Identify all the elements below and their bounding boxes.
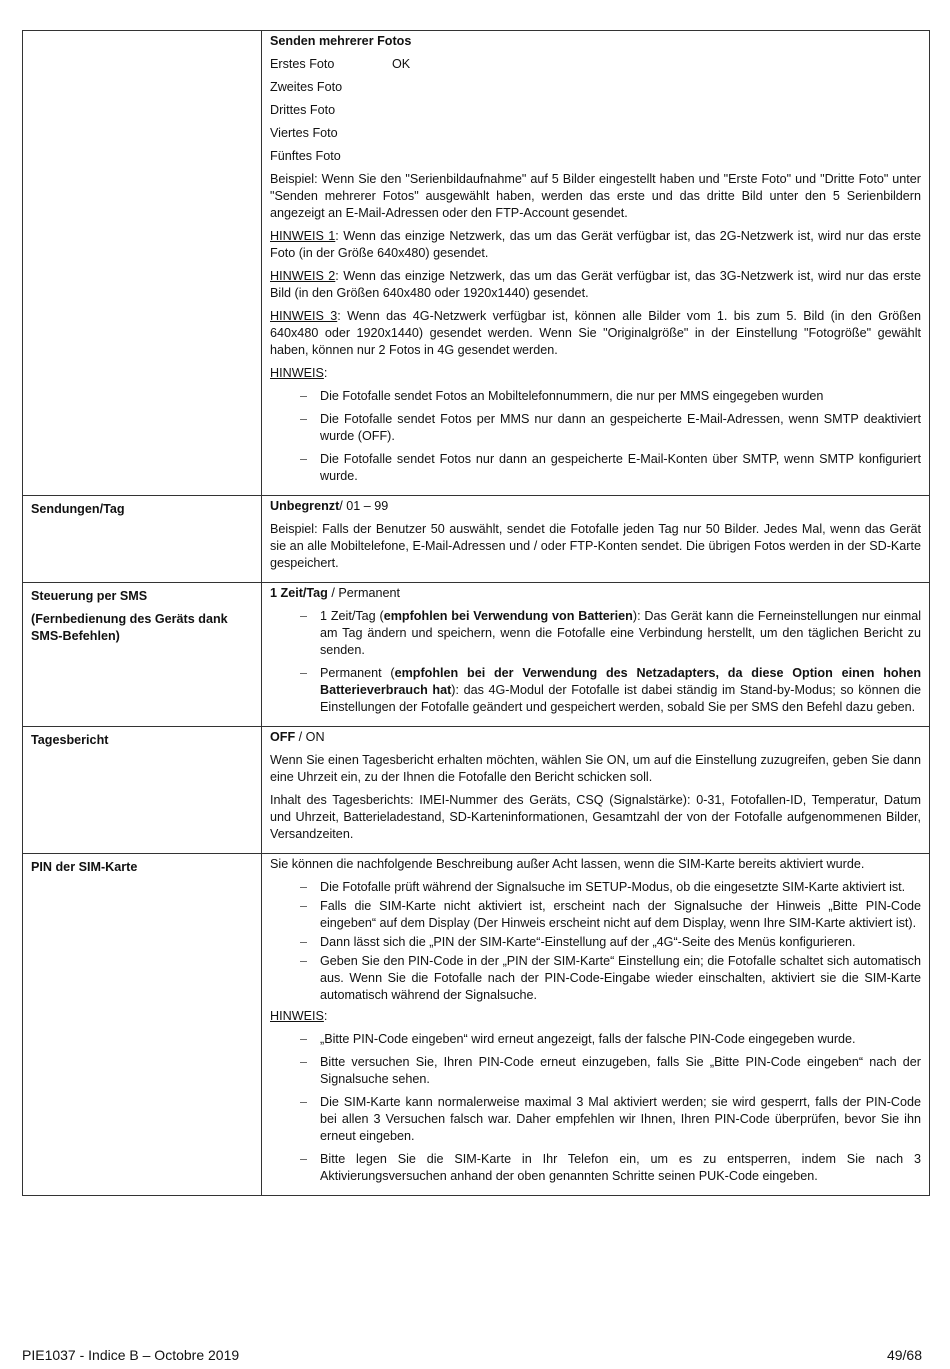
option-rest: / 01 – 99: [339, 499, 389, 513]
list-item: – Die Fotofalle sendet Fotos an Mobiltelefonnummern, die nur per MMS eingegeben wurden: [320, 388, 921, 405]
list-item: – Falls die SIM-Karte nicht aktiviert ist, erscheint nach der Signalsuche der Hinweis „Bitte PIN-Code eingeben“ auf dem Display (Der Hinweis erscheint nicht auf dem Display, wenn Ihre SIM-Karte aktiviert ist).: [320, 898, 921, 932]
row-content-pin: [262, 854, 930, 1196]
tagesbericht-text-2: Inhalt des Tagesberichts: IMEI-Nummer des Geräts, CSQ (Signalstärke): 0-31, Fotofallen-ID, Temperatur, Datum und Uhrzeit, Batterieladestand, SD-Karteninformationen, Gesamtzahl der von der Fotofalle aufgenommenen Bilder, Versandzeiten.: [270, 793, 921, 841]
note-text: : Wenn das 4G-Netzwerk verfügbar ist, können alle Bilder vom 1. bis zum 5. Bild (in den Größen 640x480 oder 1920x1440) gesendet werden. Wenn Sie "Originalgröße" in der Einstellung "Fotogröße" gewählt haben, können nur 2 Fotos in 4G gesendet werden.: [270, 309, 921, 357]
option-default: Unbegrenzt: [270, 499, 340, 513]
note-label: HINWEIS 2: [270, 269, 336, 283]
row-label-fotos: [23, 31, 262, 496]
option-rest: / Permanent: [327, 586, 400, 600]
bullet-pre: Permanent (: [320, 666, 395, 680]
hinweis-colon: :: [323, 366, 328, 380]
hinweis-label: HINWEIS: [270, 1009, 324, 1023]
bullet-bold: empfohlen bei Verwendung von Batterien: [383, 609, 633, 623]
fotos-hinweis: [270, 365, 921, 382]
row-content-fotos: [262, 31, 930, 496]
photo-option-name: Erstes Foto: [270, 57, 335, 71]
tagesbericht-options: [270, 729, 921, 746]
list-item: [320, 665, 921, 716]
row-label-tagesbericht: Tagesbericht: [23, 727, 262, 854]
pin-steps: [270, 879, 921, 1004]
table-row-sendungen: [23, 496, 930, 583]
list-item: – Die Fotofalle sendet Fotos nur dann an gespeicherte E-Mail-Konten über SMTP, wenn SMTP konfiguriert wurde.: [320, 451, 921, 485]
sendungen-text: Beispiel: Falls der Benutzer 50 auswählt, sendet die Fotofalle jeden Tag nur 50 Bilder. Jedes Mal, wenn das Gerät sie an alle Mobiltelefone, E-Mail-Adressen und / oder FTP-Konten sendet. Die übrigen Fotos werden in der SD-Karte gespeichert.: [270, 522, 921, 570]
photo-option-name: Viertes Foto: [270, 126, 338, 140]
footer-document-id: PIE1037 - Indice B – Octobre 2019: [22, 1347, 240, 1363]
photo-option-name: Zweites Foto: [270, 80, 343, 94]
row-label-sendungen: Sendungen/Tag: [23, 496, 262, 583]
sms-sublabel: (Fernbedienung des Geräts dank SMS-Befehlen): [31, 612, 228, 643]
row-label-sms: [23, 583, 262, 727]
pin-notes: [270, 1031, 921, 1185]
table-row-sms: [23, 583, 930, 727]
note-text: : Wenn das einzige Netzwerk, das um das Gerät verfügbar ist, das 3G-Netzwerk ist, wird nur das erste Bild (in den Größen 640x480 oder 1920x1440) gesendet.: [270, 269, 921, 300]
pin-hinweis: [270, 1008, 921, 1025]
fotos-bullets: [270, 388, 921, 485]
note-text: : Wenn das einzige Netzwerk, das um das Gerät verfügbar ist, das 2G-Netzwerk ist, wird nur das erste Foto (in der Größe 640x480) gesendet.: [270, 229, 921, 260]
table-row-pin: [23, 854, 930, 1196]
photo-option: [270, 125, 921, 142]
fotos-example: Beispiel: Wenn Sie den "Serienbildaufnahme" auf 5 Bilder eingestellt haben und "Erste Foto" und "Dritte Foto" unter "Senden mehrerer Fotos" ausgewählt haben, werden das erste und das dritte Bild unter den 5 Serienbildern angezeigt an E-Mail-Adressen oder den FTP-Account gesendet.: [270, 172, 921, 220]
note-label: HINWEIS 3: [270, 309, 338, 323]
photo-option: [270, 102, 921, 119]
settings-table: [22, 30, 930, 1196]
photo-option-name: Drittes Foto: [270, 103, 336, 117]
list-item: – Die SIM-Karte kann normalerweise maximal 3 Mal aktiviert werden; sie wird gesperrt, falls der PIN-Code bei allen 3 Versuchen falsch war. Daher empfehlen wir Ihnen, Ihren PIN-Code überprüfen, bevor Sie ihn erneut eingeben.: [320, 1094, 921, 1145]
row-label-pin: PIN der SIM-Karte: [23, 854, 262, 1196]
option-default: OFF: [270, 730, 296, 744]
list-item: – Bitte legen Sie die SIM-Karte in Ihr Telefon ein, um es zu entsperren, indem Sie nach 3 Aktivierungsversuchen anhand der oben genannten Schritte seinen PUK-Code eingeben.: [320, 1151, 921, 1185]
sms-bullets: [270, 608, 921, 716]
option-rest: / ON: [295, 730, 325, 744]
photo-option-name: Fünftes Foto: [270, 149, 341, 163]
list-item: – Die Fotofalle prüft während der Signalsuche im SETUP-Modus, ob die eingesetzte SIM-Karte aktiviert ist.: [320, 879, 921, 896]
photo-option-value: OK: [392, 57, 411, 71]
fotos-heading: Senden mehrerer Fotos: [270, 34, 412, 48]
list-item: – Bitte versuchen Sie, Ihren PIN-Code erneut einzugeben, falls Sie „Bitte PIN-Code eingeben“ nach der Signalsuche sehen.: [320, 1054, 921, 1088]
photo-option: [270, 79, 921, 96]
footer-page-number: 49/68: [886, 1347, 922, 1363]
table-row-tagesbericht: [23, 727, 930, 854]
row-content-tagesbericht: [262, 727, 930, 854]
bullet-post: ): Das Gerät kann die Ferneinstellungen nur einmal am Tag ändern und speichern, wenn die Fotofalle eine Verbindung herstellt, um den täglichen Bericht zu senden.: [320, 609, 921, 657]
sms-options: [270, 585, 921, 602]
option-default: 1 Zeit/Tag: [270, 586, 328, 600]
bullet-pre: 1 Zeit/Tag (: [320, 609, 384, 623]
list-item: – Dann lässt sich die „PIN der SIM-Karte“-Einstellung auf der „4G“-Seite des Menüs konfigurieren.: [320, 934, 921, 951]
pin-intro: Sie können die nachfolgende Beschreibung außer Acht lassen, wenn die SIM-Karte bereits aktiviert wurde.: [270, 857, 865, 871]
page-footer: [22, 1347, 922, 1363]
fotos-note-2: [270, 268, 921, 302]
table-row-fotos: [23, 31, 930, 496]
bullet-bold: empfohlen bei der Verwendung des Netzadapters, da diese Option einen hohen Batterieverbrauch hat: [320, 666, 922, 697]
list-item: [320, 608, 921, 659]
sendungen-options: [270, 498, 921, 515]
row-content-sms: [262, 583, 930, 727]
fotos-note-3: [270, 308, 921, 359]
hinweis-label: HINWEIS: [270, 366, 324, 380]
hinweis-colon: :: [323, 1009, 328, 1023]
list-item: – „Bitte PIN-Code eingeben“ wird erneut angezeigt, falls der falsche PIN-Code eingegeben wurde.: [320, 1031, 921, 1048]
row-content-sendungen: [262, 496, 930, 583]
sms-label: Steuerung per SMS: [31, 589, 148, 603]
fotos-note-1: [270, 228, 921, 262]
bullet-post: ): das 4G-Modul der Fotofalle ist dabei ständig im Stand-by-Modus; so können die Einstellungen der Fotofalle geändert und gespeichert werden, sobald Sie per SMS den Befehl dazu geben.: [320, 683, 921, 714]
list-item: – Die Fotofalle sendet Fotos per MMS nur dann an gespeicherte E-Mail-Adressen, wenn SMTP deaktiviert wurde (OFF).: [320, 411, 921, 445]
list-item: – Geben Sie den PIN-Code in der „PIN der SIM-Karte“ Einstellung ein; die Fotofalle schaltet sich automatisch aus. Wenn Sie die Fotofalle nach der PIN-Code-Eingabe wieder einschalten, aktiviert sie die SIM-Karte automatisch während der Signalsuche.: [320, 953, 921, 1004]
photo-option: [270, 148, 921, 165]
note-label: HINWEIS 1: [270, 229, 336, 243]
photo-option: [270, 56, 921, 73]
tagesbericht-text-1: Wenn Sie einen Tagesbericht erhalten möchten, wählen Sie ON, um auf die Einstellung zuzugreifen, geben Sie dann eine Uhrzeit ein, zu der Ihnen die Fotofalle den Bericht schicken soll.: [270, 753, 921, 784]
